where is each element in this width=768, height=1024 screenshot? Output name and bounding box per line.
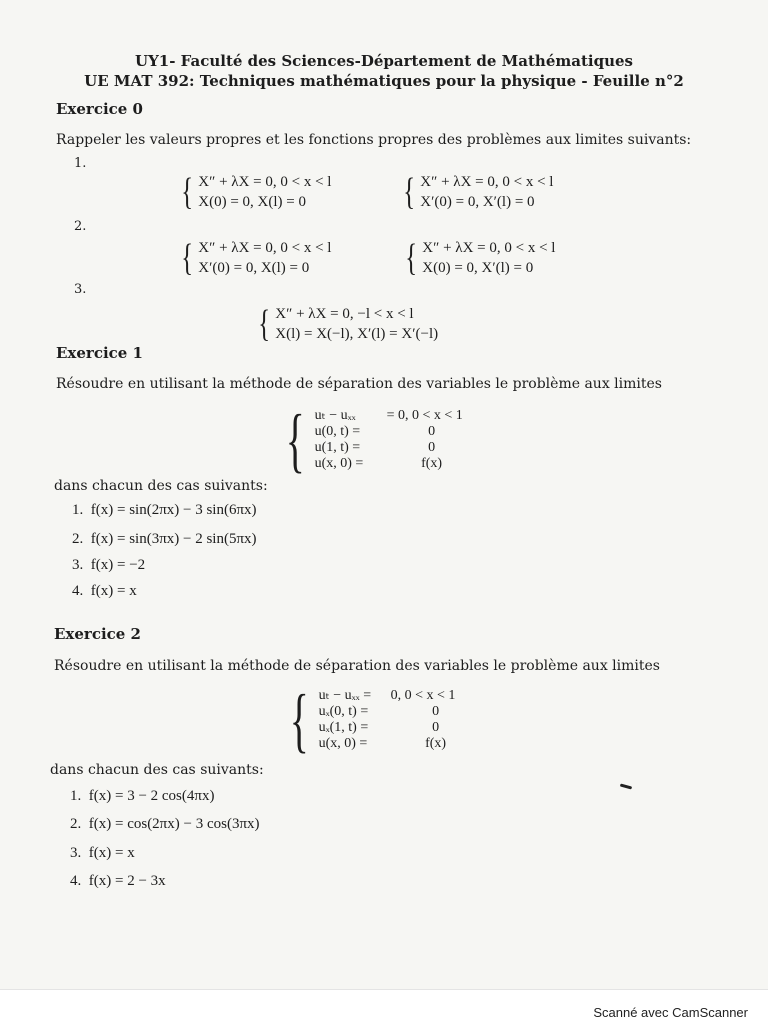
exercise-2-intro: Résoudre en utilisant la méthode de séparation des variables le problème aux limites [54,658,660,674]
equation-line: X(l) = X(−l), X′(l) = X′(−l) [275,326,439,342]
system-row: uₓ(1, t) = 0 [318,720,440,735]
system-row: u(0, t) = 0 [314,424,436,439]
equation-line: X′(0) = 0, X′(l) = 0 [420,194,535,210]
ex2-case-2: 2. f(x) = cos(2πx) − 3 cos(3πx) [70,816,260,832]
equation-line: X(0) = 0, X(l) = 0 [198,194,306,210]
header-line-2: UE MAT 392: Techniques mathématiques pour la physique - Feuille n°2 [84,72,684,90]
equation-line: X(0) = 0, X′(l) = 0 [422,260,534,276]
exercise-2-cases-intro: dans chacun des cas suivants: [50,762,264,778]
ex1-case-2: 2. f(x) = sin(3πx) − 2 sin(5πx) [72,531,257,547]
ex2-case-3: 3. f(x) = x [70,845,135,861]
left-brace: { [181,237,194,279]
system-row: u(x, 0) = f(x) [318,736,447,751]
system-row: uₜ − uₓₓ = 0, 0 < x < 1 [314,408,463,423]
ex0-item-1-left-system [178,172,331,212]
ex1-boundary-system [278,400,477,480]
equation-line: X′(0) = 0, X(l) = 0 [198,260,310,276]
exercise-2-title: Exercice 2 [54,625,141,643]
ex2-boundary-system [282,680,481,760]
exercise-1-cases-intro: dans chacun des cas suivants: [54,478,268,494]
ex2-case-4: 4. f(x) = 2 − 3x [70,873,166,889]
ex0-item-1-right-system [400,172,553,212]
left-brace: { [285,400,305,480]
equation-line: X″ + λX = 0, −l < x < l [275,306,414,322]
system-row: u(1, t) = 0 [314,440,436,455]
ex1-case-4: 4. f(x) = x [72,583,137,599]
ex0-item-2-number: 2. [74,219,87,234]
camscanner-watermark: Scanné avec CamScanner [593,1005,748,1020]
ex0-item-3-system [255,304,438,344]
ex1-case-1: 1. f(x) = sin(2πx) − 3 sin(6πx) [72,502,257,518]
ex0-item-3-number: 3. [74,282,87,297]
ex0-item-2-left-system [178,238,331,278]
header-line-1: UY1- Faculté des Sciences-Département de Mathématiques [135,52,633,70]
ex1-case-3: 3. f(x) = −2 [72,557,146,573]
left-brace: { [181,171,194,213]
equation-line: X″ + λX = 0, 0 < x < l [422,240,556,256]
system-row: uₓ(0, t) = 0 [318,704,440,719]
left-brace: { [403,171,416,213]
exercise-1-title: Exercice 1 [56,344,143,362]
exercise-0-intro: Rappeler les valeurs propres et les fonctions propres des problèmes aux limites suivants: [56,132,692,148]
left-brace: { [289,680,309,760]
exercise-1-intro: Résoudre en utilisant la méthode de séparation des variables le problème aux limites [56,376,662,392]
equation-line: X″ + λX = 0, 0 < x < l [420,174,554,190]
equation-line: X″ + λX = 0, 0 < x < l [198,240,332,256]
system-row: u(x, 0) = f(x) [314,456,443,471]
system-row: uₜ − uₓₓ = 0, 0 < x < 1 [318,688,456,703]
ex0-item-1-number: 1. [74,156,87,171]
equation-line: X″ + λX = 0, 0 < x < l [198,174,332,190]
ex0-item-2-right-system [402,238,555,278]
left-brace: { [405,237,418,279]
scan-smudge [620,783,632,789]
left-brace: { [258,303,271,345]
ex2-case-1: 1. f(x) = 3 − 2 cos(4πx) [70,788,215,804]
exercise-0-title: Exercice 0 [56,100,143,118]
